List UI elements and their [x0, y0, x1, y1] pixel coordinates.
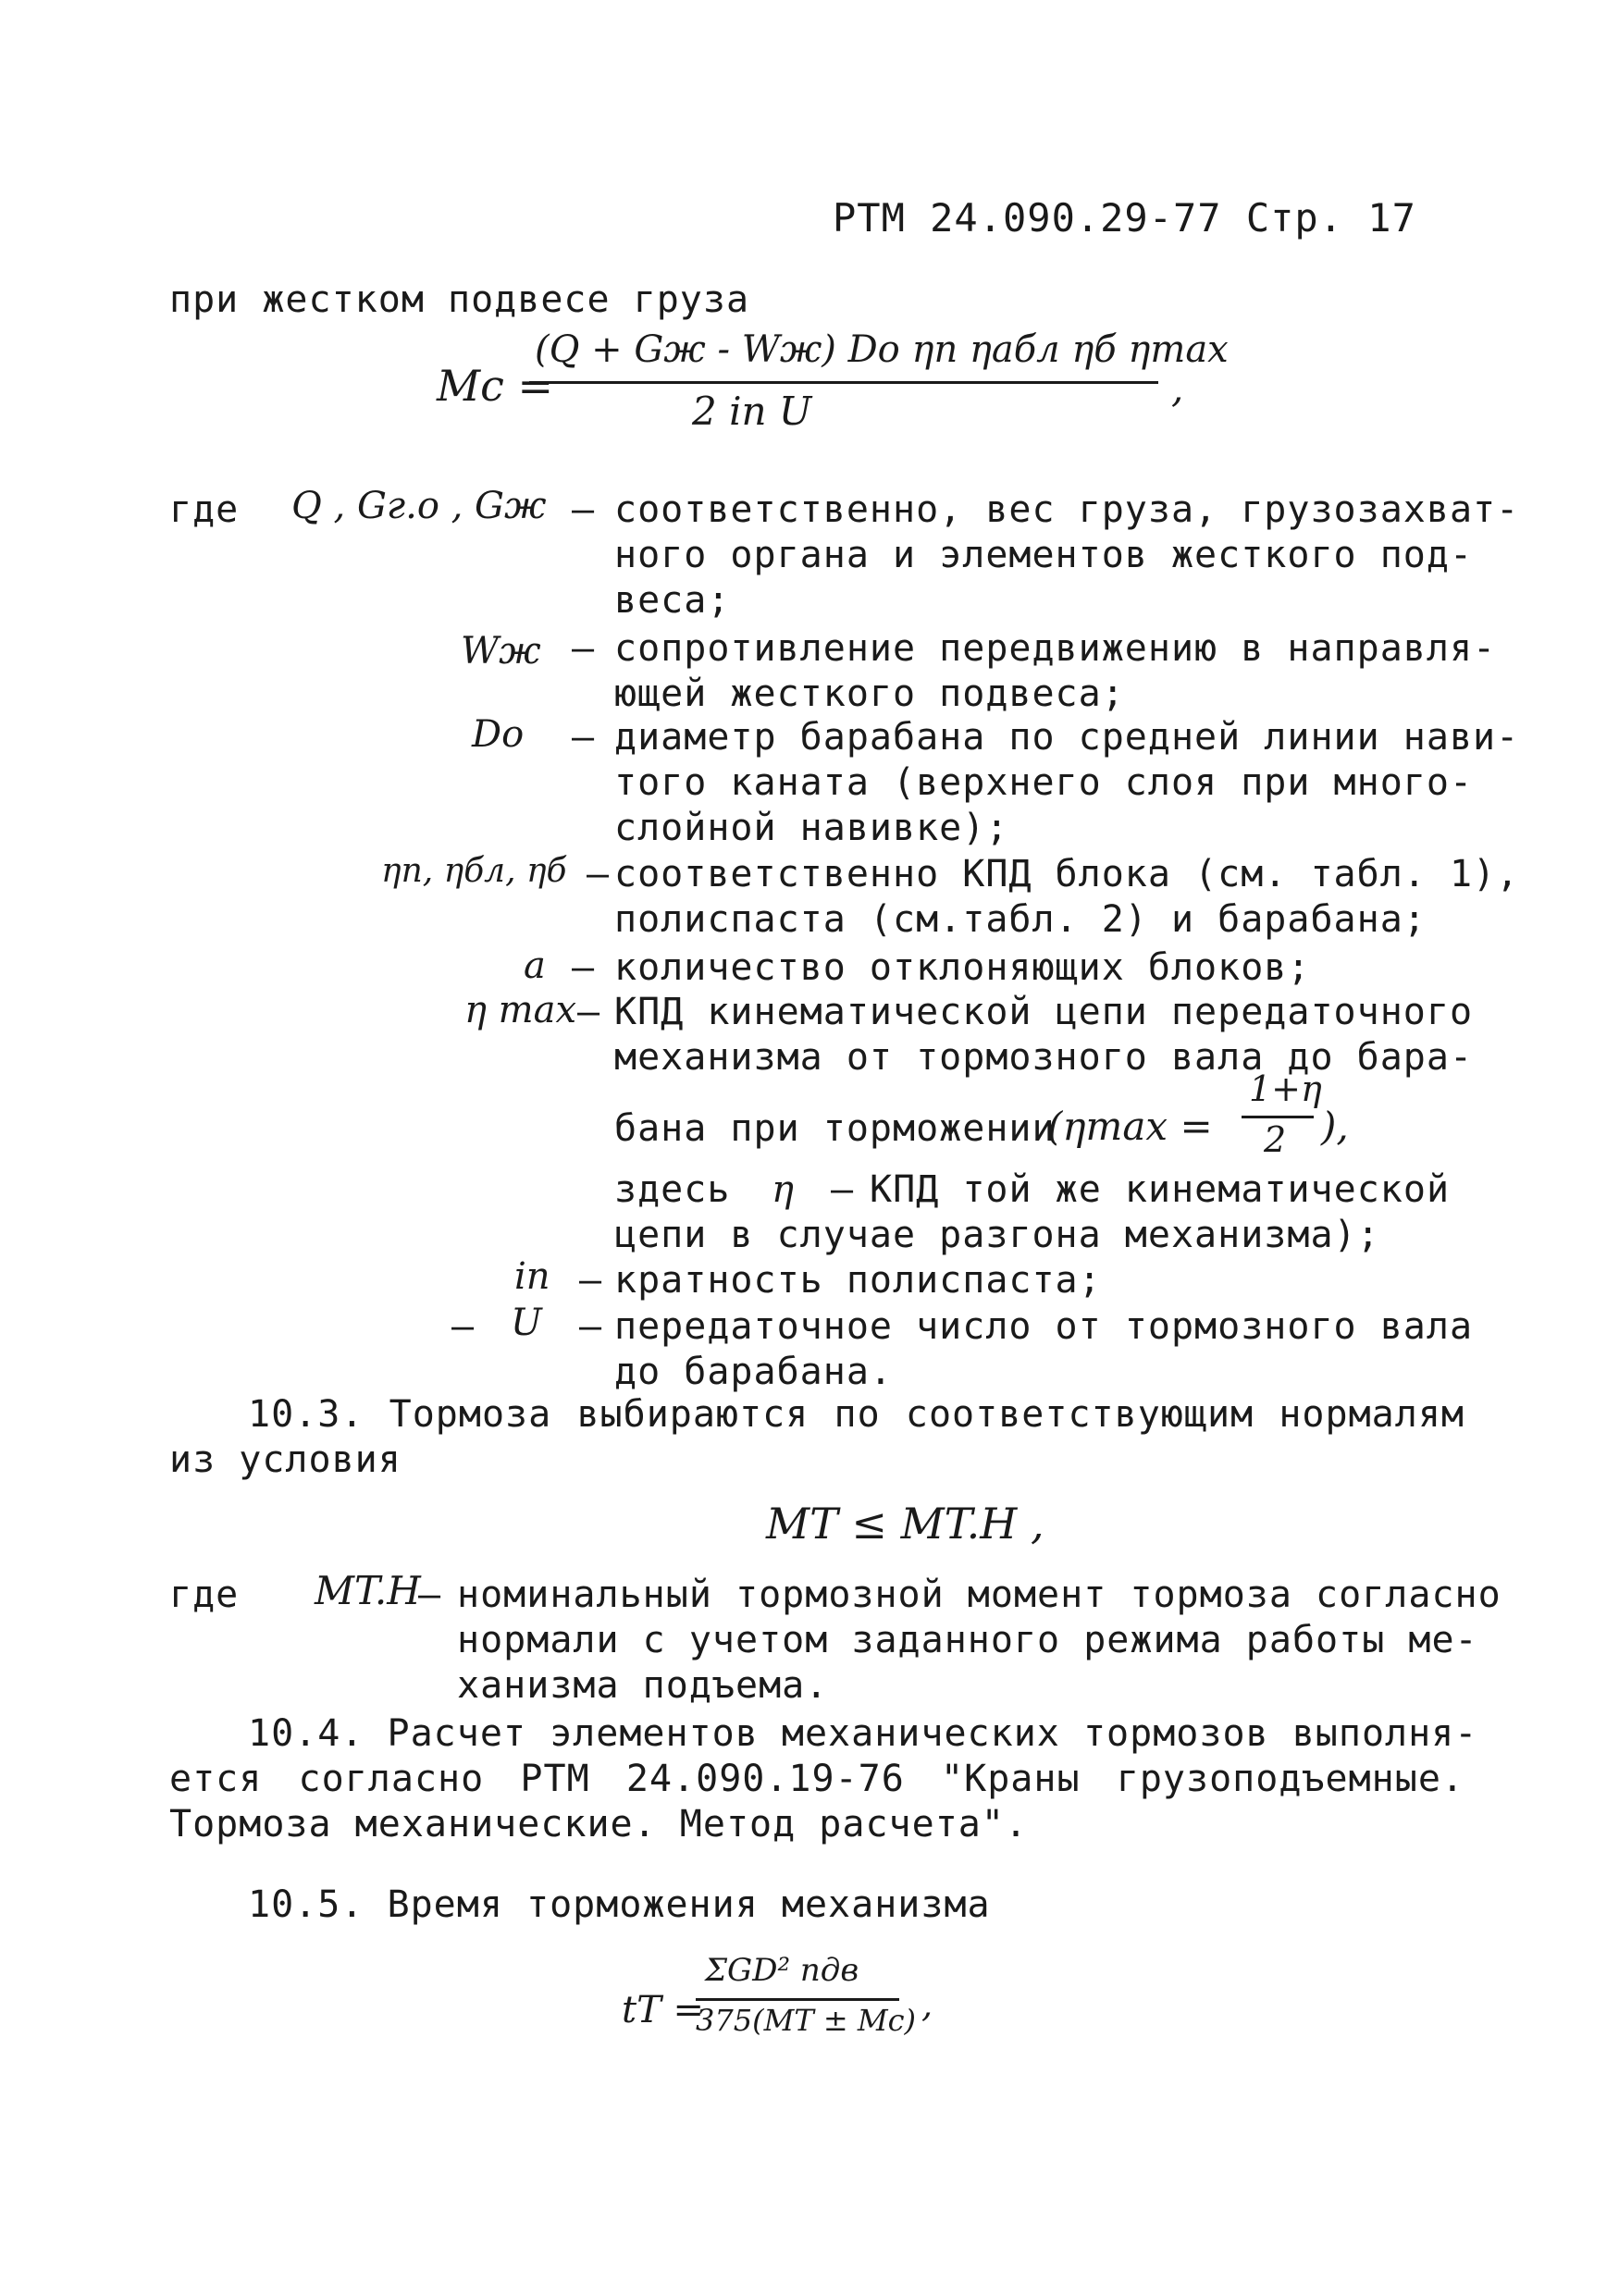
fraction-bar [529, 381, 1158, 384]
definition-do: диаметр барабана по средней линии нави- того каната (верхнего слоя при много- слойной навивке); [614, 716, 1520, 849]
dash: – [577, 991, 601, 1033]
formula-tt-comma: , [921, 1984, 933, 2025]
definition-u: передаточное число от тормозного вала до барабана. [614, 1305, 1474, 1393]
symbol-a: a [524, 944, 546, 987]
leading-dash: – [451, 1305, 476, 1348]
formula-tt-denominator: 375(MT ± Mc) [696, 2003, 916, 2038]
formula-mc-lhs: Mc = [437, 361, 554, 411]
dash: – [587, 853, 611, 895]
eta-definition-cont: цепи в случае разгона механизма); [614, 1214, 1380, 1256]
formula-mt: MT ≤ MT.H , [766, 1499, 1044, 1549]
dash: – [579, 1305, 603, 1348]
where-label-2: где [169, 1574, 240, 1616]
fraction-bar [696, 1998, 899, 2001]
symbol-eta: η [772, 1168, 794, 1211]
dash: – [418, 1574, 442, 1616]
dash: – [572, 488, 596, 531]
eta-max-numerator: 1+η [1249, 1068, 1322, 1109]
page-header: РТМ 24.090.29-77 Стр. 17 [833, 195, 1416, 241]
symbol-eta-efficiencies: ηп, ηбл, ηб [381, 852, 567, 890]
symbol-q-g: Q , Gг.о , Gж [291, 485, 547, 527]
formula-mc-denominator: 2 iп U [692, 389, 812, 434]
where-label: где [169, 488, 240, 531]
eta-definition: КПД той же кинематической [870, 1168, 1451, 1211]
dash: – [579, 1259, 603, 1302]
definition-eta: соответственно КПД блока (см. табл. 1), полиспаста (см.табл. 2) и барабана; [614, 853, 1520, 941]
symbol-eta-max: η max [464, 989, 577, 1031]
eta-max-text: бана при торможении [614, 1107, 1056, 1150]
section-10-4: 10.4. Расчет элементов механических тормозов выполня- ется согласно РТМ 24.090.19-76 "Краны грузоподъемные. Тормоза механические. Метод расчета". [169, 1712, 1478, 1845]
symbol-u: U [511, 1302, 542, 1344]
section-10-5: 10.5. Время торможения механизма [248, 1883, 991, 1926]
dash: – [572, 946, 596, 989]
definition-mth: номинальный тормозной момент тормоза согласно нормали с учетом заданного режима работы ме- ханизма подъема. [457, 1574, 1502, 1707]
symbol-in: iп [514, 1255, 550, 1298]
formula-tt-lhs: tT = [622, 1989, 704, 2031]
eta-max-lhs: (ηmax = [1047, 1104, 1213, 1149]
symbol-mth: MT.H [315, 1568, 421, 1613]
definition-in: кратность полиспаста; [614, 1259, 1102, 1302]
symbol-do: Do [472, 713, 525, 756]
eta-max-denominator: 2 [1264, 1119, 1287, 1160]
here-label: здесь [614, 1168, 731, 1211]
dash: – [572, 627, 596, 670]
eta-max-tail: ), [1321, 1104, 1349, 1149]
definition-a: количество отклоняющих блоков; [614, 946, 1311, 989]
formula-mc-comma: , [1171, 365, 1184, 411]
symbol-w: Wж [461, 630, 541, 673]
dash: – [572, 716, 596, 759]
definition-eta-max: КПД кинематической цепи передаточного механизма от тормозного вала до бара- [614, 991, 1474, 1079]
definition-q: соответственно, вес груза, грузозахват- ного органа и элементов жесткого под- веса; [614, 488, 1520, 622]
formula-mc-numerator: (Q + Gж - Wж) Do ηп ηaбл ηб ηmax [535, 328, 1229, 371]
section-10-3: 10.3. Тормоза выбираются по соответствующим нормалям из условия [169, 1393, 1465, 1481]
definition-w: сопротивление передвижению в направля- ющей жесткого подвеса; [614, 627, 1497, 715]
dash: – [831, 1168, 855, 1211]
formula-tt-numerator: ΣGD² nдв [705, 1952, 859, 1989]
intro-text: при жестком подвесе груза [169, 278, 750, 321]
fraction-bar [1242, 1116, 1314, 1118]
